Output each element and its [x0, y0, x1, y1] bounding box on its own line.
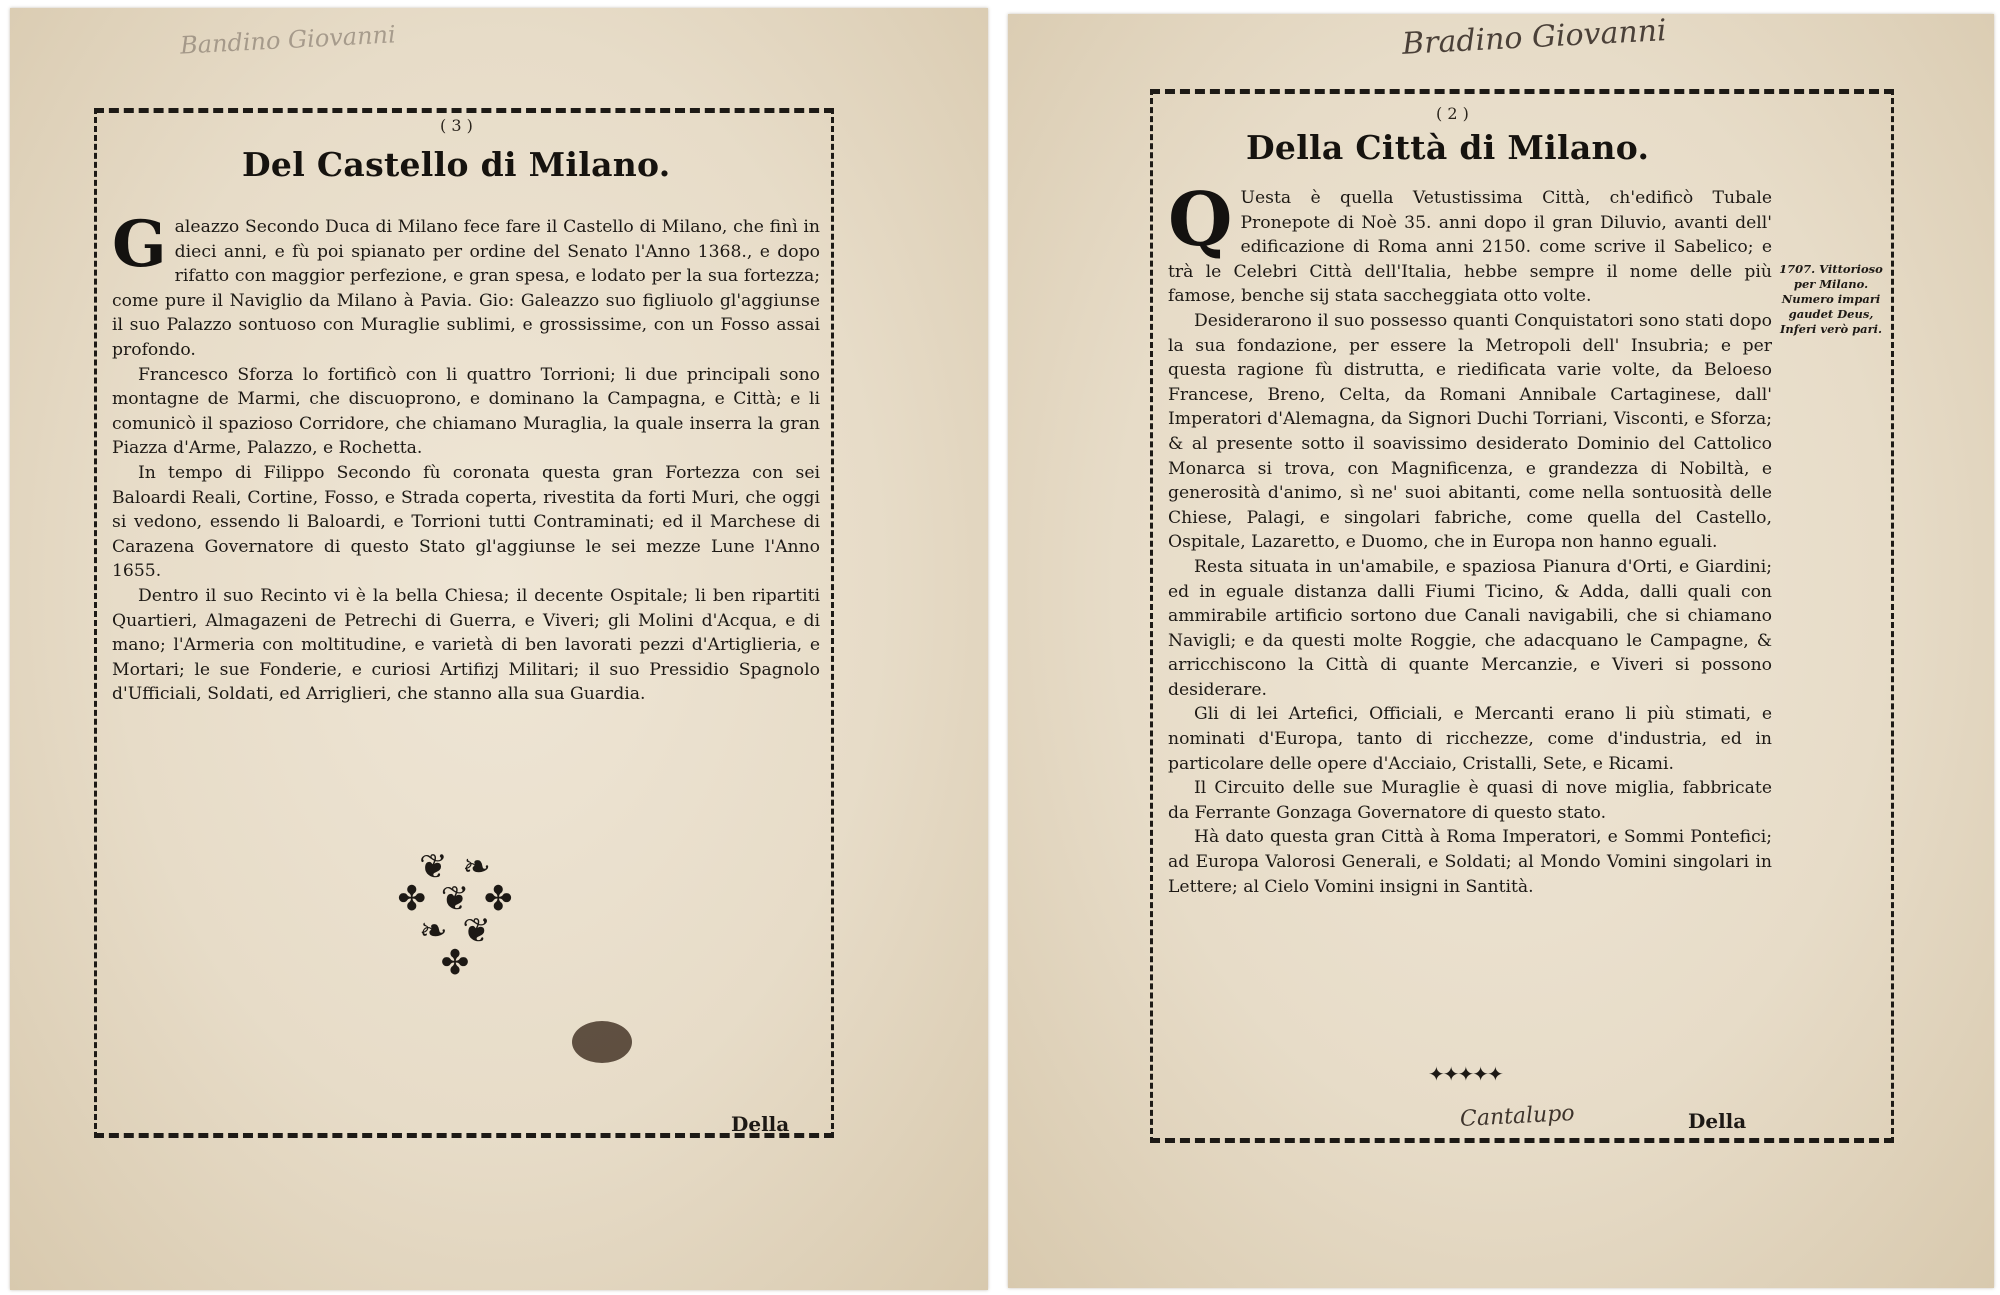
right-paragraph-5: Il Circuito delle sue Muraglie è quasi di nove miglia, fabbricate da Ferrante Gonzaga Governatore di questo stato. — [1168, 778, 1772, 823]
ink-stain — [572, 1021, 632, 1063]
handwritten-name: Bradino Giovanni — [1401, 13, 1668, 62]
right-drop-cap: Q — [1168, 177, 1233, 263]
right-page-number: ( 2 ) — [1436, 104, 1469, 123]
right-page-title: Della Città di Milano. — [1246, 128, 1650, 167]
right-page-text — [1168, 177, 1772, 899]
left-page-text — [112, 207, 820, 707]
left-paragraph-4: Dentro il suo Recinto vi è la bella Chiesa; il decente Ospitale; li ben ripartiti Quartieri, Almagazeni de Petrechi di Guerra, e Viveri; gli Molini d'Acqua, e di mano; l'Armeria con moltitudine, e varietà di ben lavorati pezzi d'Artiglieria, e Mortari; le sue Fonderie, e curiosi Artifizj Militari; il suo Pressidio Spagnolo d'Ufficiali, Soldati, ed Arriglieri, che stanno alla sua Guardia. — [112, 585, 820, 705]
left-paragraph-2: Francesco Sforza lo fortificò con li quattro Torrioni; li due principali sono montagne de Marmi, che discuoprono, e dominano la Campagna, e Città; e li comunicò il spazioso Corridore, che chiamano Muraglia, la quale inserra la gran Piazza d'Arme, Palazzo, e Rochetta. — [112, 364, 820, 459]
left-paragraph-3: In tempo di Filippo Secondo fù coronata questa gran Fortezza con sei Baloardi Reali, Cortine, Fosso, e Strada coperta, rivestita da forti Muri, che oggi si vedono, essendo li Baloardi, e Torrioni tutti Contraminati; ed il Marchese di Carazena Governatore di questo Stato gl'aggiunse le sei mezze Lune l'Anno 1655. — [112, 462, 820, 582]
left-page-title: Del Castello di Milano. — [242, 145, 671, 184]
handwritten-signature: Cantalupo — [1459, 1101, 1576, 1132]
right-paragraph-6: Hà dato questa gran Città à Roma Imperatori, e Sommi Pontefici; ad Europa Valorosi Generali, e Soldati; al Mondo Vomini singolari in Lettere; al Cielo Vomini insigni in Santità. — [1168, 827, 1772, 897]
left-paragraph-1: Galeazzo Secondo Duca di Milano fece fare il Castello di Milano, che finì in dieci anni, e fù poi spianato per ordine del Senato l'Anno 1368., e dopo rifatto con maggior perfezione, e gran spesa, e lodato per la sua fortezza; come pure il Naviglio da Milano à Pavia. Gio: Galeazzo suo figliuolo gl'aggiunse il suo Palazzo sontuoso con Muraglie sublimi, e grossissime, con un Fosso assai profondo. — [112, 207, 820, 360]
left-page-number: ( 3 ) — [440, 116, 473, 135]
right-paragraph-1: Q Uesta è quella Vetustissima Città, ch'edificò Tubale Pronepote di Noè 35. anni dopo il gran Diluvio, avanti dell' edificazione di Roma anni 2150. come scrive il Sabelico; e trà le Celebri Città dell'Italia, hebbe sempre il nome delle più famose, benche sij stata saccheggiata otto volte. — [1168, 177, 1772, 307]
right-catchword: Della — [1688, 1109, 1747, 1133]
faded-handwriting: Bandino Giovanni — [179, 20, 397, 60]
margin-note: 1707. Vittorioso per Milano. Numero impari gaudet Deus, Inferi verò pari. — [1779, 262, 1883, 336]
tailpiece-ornament: ✦✦✦✦✦ — [1428, 1062, 1502, 1086]
right-page — [1008, 14, 1994, 1288]
right-paragraph-2: Desiderarono il suo possesso quanti Conquistatori sono stati dopo la sua fondazione, per essere la Metropoli dell' Insubria; e per questa ragione fù distrutta, e riedificata varie volte, da Beloeso Francese, Breno, Celta, da Romani Annibale Cartaginese, dall' Imperatori d'Alemagna, da Signori Duchi Torriani, Visconti, e Sforza; & al presente sotto il soavissimo desiderato Dominio del Cattolico Monarca si trova, con Magnificenza, e grandezza di Nobiltà, e generosità d'animo, sì ne' suoi abitanti, come nella sontuosità delle Chiese, Palagi, e singolari fabriche, come quella del Castello, Ospitale, Lazaretto, e Duomo, che in Europa non hanno eguali. — [1168, 310, 1772, 553]
left-page — [10, 8, 988, 1290]
ornament-icon: ❦ ❧ ✤ ❦ ✤ ❧ ❦ ✤ — [397, 847, 515, 983]
right-paragraph-3: Resta situata in un'amabile, e spaziosa Pianura d'Orti, e Giardini; ed in eguale distanza dalli Fiumi Ticino, & Adda, dalli quali con ammirabile artificio sortono due Canali navigabili, che si chiamano Navigli; e da questi molte Roggie, che adacquano le Campagne, & arricchiscono la Città di quante Mercanzie, e Viveri si possono desiderare. — [1168, 556, 1772, 700]
left-drop-cap: G — [112, 207, 167, 282]
right-paragraph-4: Gli di lei Artefici, Officiali, e Mercanti erano li più stimati, e nominati d'Europa, tanto di ricchezze, come d'industria, ed in particolare delle opere d'Acciaio, Cristalli, Sete, e Ricami. — [1168, 704, 1772, 774]
left-catchword: Della — [731, 1112, 790, 1136]
